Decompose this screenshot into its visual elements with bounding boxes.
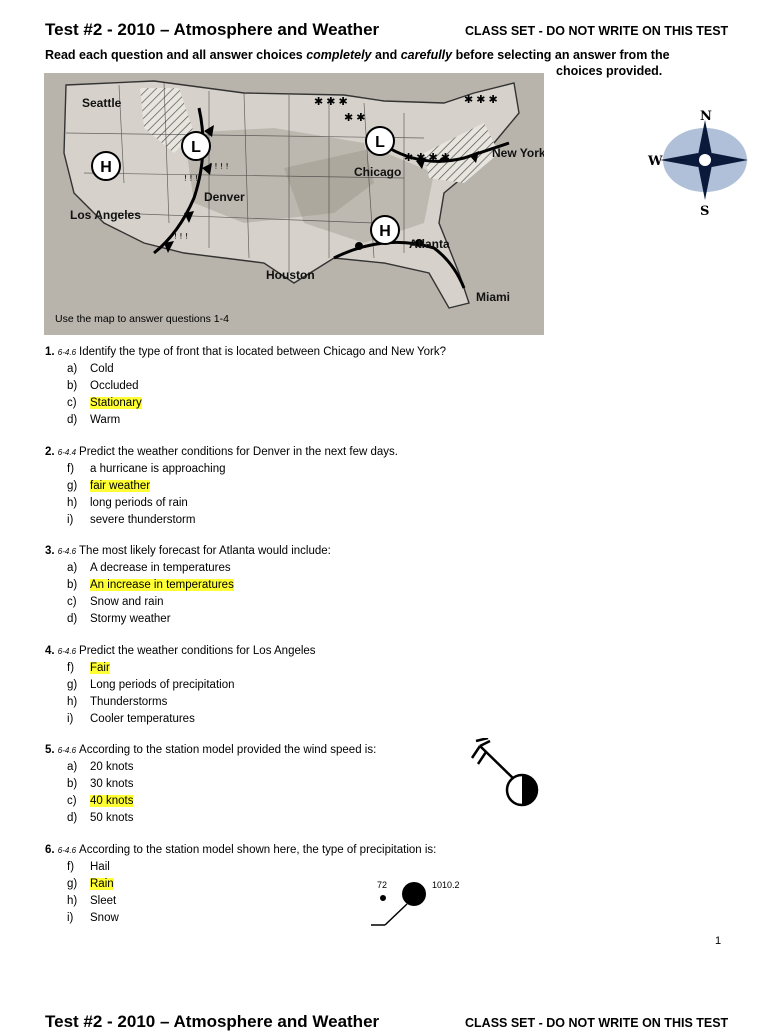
answer-option [67,711,316,728]
question-2 [45,444,398,529]
compass-north: N [700,109,712,124]
option-letter: c) [67,795,77,807]
highlighted-answer: fair weather [90,480,151,492]
standard-code: 6-4.6 [57,647,77,656]
answer-option [67,776,376,793]
station-model-wind-figure [468,738,544,818]
highlighted-answer: Fair [90,662,110,674]
answer-option [67,478,398,495]
option-letter: h) [67,497,78,509]
answer-option [67,677,316,694]
option-letter: i) [67,713,74,725]
station-model-precipitation-figure [365,873,485,933]
option-letter: f) [67,662,75,674]
answer-option [67,560,331,577]
station-model-wind-icon [468,738,544,818]
high-pressure-east [371,216,399,244]
option-letter: c) [67,397,77,409]
question-number: 6. [45,844,55,856]
question-text: Predict the weather conditions for Los Angeles [79,645,316,657]
answer-option [67,495,398,512]
option-letter: d) [67,414,78,426]
option-text: 30 knots [90,778,134,790]
option-text: 20 knots [90,761,134,773]
answer-option [67,412,446,429]
answer-option [67,594,331,611]
instructions-emphasis: completely [306,48,372,62]
answer-option [67,461,398,478]
option-letter: h) [67,696,78,708]
question-5 [45,742,376,827]
standard-code: 6-4.6 [57,547,77,556]
question-text: Identify the type of front that is located between Chicago and New York? [79,346,446,358]
option-text: Snow [90,912,119,924]
answer-options [45,759,376,827]
standard-code: 6-4.6 [57,746,77,755]
city-label-atlanta: Atlanta [409,237,450,251]
low-pressure-west [182,132,210,160]
option-text: 50 knots [90,812,134,824]
option-letter: c) [67,596,77,608]
question-number: 2. [45,446,55,458]
question-1 [45,344,446,429]
answer-option [67,361,446,378]
question-3 [45,543,331,628]
svg-text:ꜝ ꜝ ꜝ: ꜝ ꜝ ꜝ [174,235,188,246]
option-letter: a) [67,761,78,773]
page-number: 1 [715,935,722,947]
question-text: Predict the weather conditions for Denver in the next few days. [79,446,399,458]
city-label-denver: Denver [204,190,245,204]
answer-option [67,512,398,529]
option-text: A decrease in temperatures [90,562,231,574]
weather-map-figure [44,73,544,335]
option-letter: b) [67,380,78,392]
station-model-precipitation-icon [365,873,485,933]
highlighted-answer: An increase in temperatures [90,579,234,591]
standard-code: 6-4.6 [57,348,77,357]
option-letter: h) [67,895,78,907]
high-pressure-west [92,152,120,180]
pressure-label: H [100,159,112,176]
question-number: 3. [45,545,55,557]
compass-rose-icon [640,105,750,220]
option-letter: a) [67,562,78,574]
instructions-text: Read each question and all answer choices [45,48,307,62]
svg-text:ꜝ ꜝ ꜝ ꜝ: ꜝ ꜝ ꜝ ꜝ [209,165,229,176]
answer-option [67,759,376,776]
option-text: Stormy weather [90,613,171,625]
option-letter: f) [67,861,75,873]
map-caption: Use the map to answer questions 1-4 [55,313,229,325]
option-text: Cooler temperatures [90,713,195,725]
option-text: a hurricane is approaching [90,463,226,475]
option-letter: f) [67,463,75,475]
next-page-title: Test #2 - 2010 – Atmosphere and Weather [45,1012,380,1031]
compass-south: S [700,204,710,219]
option-letter: d) [67,613,78,625]
question-text: According to the station model shown here, the type of precipitation is: [79,844,437,856]
option-text: Warm [90,414,121,426]
option-text: severe thunderstorm [90,514,196,526]
city-label-miami: Miami [476,290,511,304]
option-text: Sleet [90,895,117,907]
answer-options [45,560,331,628]
pressure-label: L [191,139,201,156]
answer-option [67,793,376,810]
option-text: Cold [90,363,114,375]
answer-option [67,810,376,827]
instructions-emphasis: carefully [400,48,453,62]
option-letter: g) [67,679,78,691]
option-text: Snow and rain [90,596,164,608]
answer-options [45,361,446,429]
question-number: 4. [45,645,55,657]
city-label-new-york: New York [492,146,544,160]
pressure-label: H [379,223,391,240]
front-marker [355,242,363,250]
weather-map [44,73,544,335]
option-text: long periods of rain [90,497,188,509]
city-label-seattle: Seattle [82,96,122,110]
svg-text:✱ ✱ ✱ ✱: ✱ ✱ ✱ ✱ [404,152,451,164]
instructions [45,46,735,64]
station-pressure: 1010.2 [432,880,460,890]
city-label-los-angeles: Los Angeles [70,208,141,222]
option-letter: b) [67,579,78,591]
question-number: 1. [45,346,55,358]
option-letter: i) [67,514,74,526]
option-text: Long periods of precipitation [90,679,235,691]
answer-option [67,395,446,412]
compass-rose-figure [640,105,750,220]
class-set-notice: CLASS SET - DO NOT WRITE ON THIS TEST [465,24,729,38]
option-letter: d) [67,812,78,824]
option-letter: g) [67,480,78,492]
svg-text:✱ ✱ ✱: ✱ ✱ ✱ [314,96,348,108]
answer-options [45,660,316,728]
answer-option [67,660,316,677]
question-text: The most likely forecast for Atlanta would include: [79,545,331,557]
station-temperature: 72 [377,880,388,890]
highlighted-answer: Rain [90,878,114,890]
svg-text:ꜝ ꜝ ꜝ: ꜝ ꜝ ꜝ [184,177,198,188]
standard-code: 6-4.4 [57,448,77,457]
option-letter: i) [67,912,74,924]
answer-options [45,461,398,529]
option-letter: b) [67,778,78,790]
low-pressure-east [366,127,394,155]
next-page-class-set-notice: CLASS SET - DO NOT WRITE ON THIS TEST [465,1016,729,1030]
answer-option [67,378,446,395]
question-text: According to the station model provided the wind speed is: [79,744,377,756]
test-title: Test #2 - 2010 – Atmosphere and Weather [45,20,380,39]
question-number: 5. [45,744,55,756]
answer-option [67,611,331,628]
option-text: Thunderstorms [90,696,168,708]
answer-option [67,577,331,594]
instructions-continued: choices provided. [556,64,663,78]
option-text: Occluded [90,380,139,392]
option-letter: a) [67,363,78,375]
highlighted-answer: Stationary [90,397,142,409]
answer-option [67,694,316,711]
pressure-label: L [375,134,385,151]
city-label-houston: Houston [266,268,315,282]
svg-text:✱ ✱ ✱: ✱ ✱ ✱ [464,94,498,106]
compass-west: W [648,154,663,169]
question-4 [45,643,316,728]
city-label-chicago: Chicago [354,165,402,179]
instructions-text: before selecting an answer from the [452,48,670,62]
highlighted-answer: 40 knots [90,795,134,807]
instructions-text: and [371,48,401,62]
standard-code: 6-4.6 [57,846,77,855]
svg-text:✱ ✱: ✱ ✱ [344,112,366,124]
option-text: Hail [90,861,110,873]
option-letter: g) [67,878,78,890]
